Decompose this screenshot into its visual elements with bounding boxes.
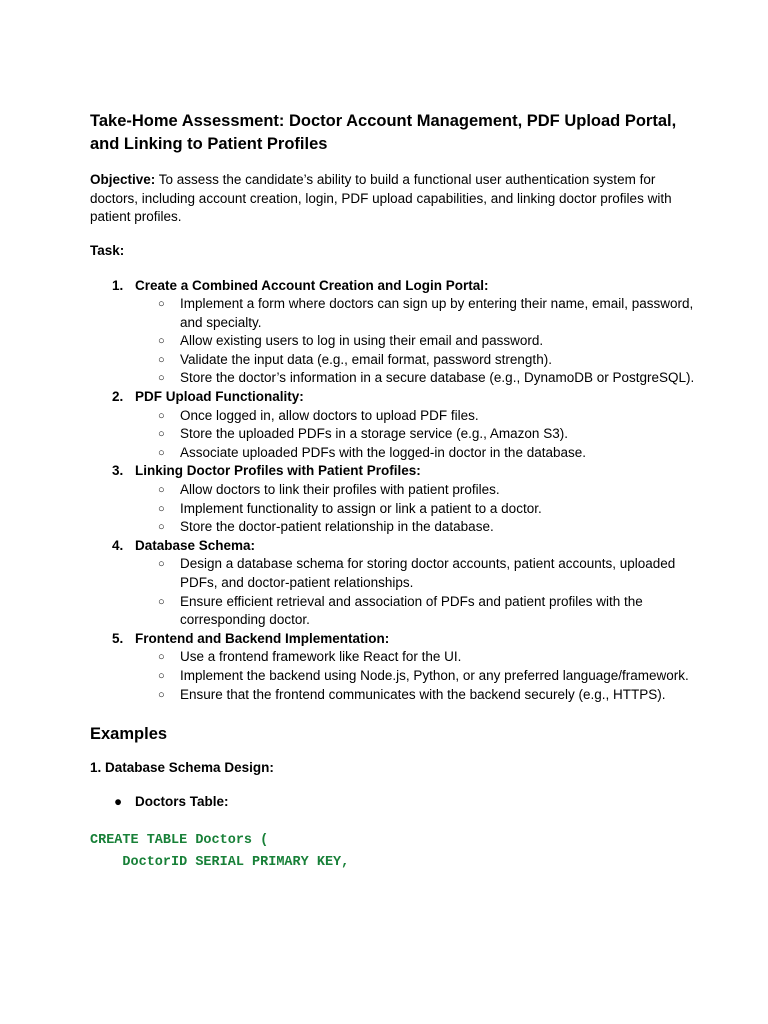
task-subitem [135,500,698,519]
task-title: Frontend and Backend Implementation: [135,630,390,646]
task-subitem-text: Ensure that the frontend communicates with the backend securely (e.g., HTTPS). [180,686,666,702]
task-subitem [135,444,698,463]
task-title: PDF Upload Functionality: [135,389,304,405]
task-item [90,462,698,536]
task-subitem-text: Once logged in, allow doctors to upload PDF files. [180,407,479,423]
task-number: 5. [112,630,124,646]
task-subitem-text: Store the uploaded PDFs in a storage service (e.g., Amazon S3). [180,426,568,442]
task-subitem-text: Validate the input data (e.g., email format, password strength). [180,351,552,367]
task-number: 2. [112,389,124,405]
task-subitem [135,369,698,388]
task-subitem-text: Store the doctor’s information in a secure database (e.g., DynamoDB or PostgreSQL). [180,370,695,386]
task-subitem [135,407,698,426]
hollow-bullet-icon: ○ [158,372,165,385]
task-subitem-text: Allow existing users to log in using their email and password. [180,333,544,349]
hollow-bullet-icon: ○ [158,353,165,366]
hollow-bullet-icon: ○ [158,521,165,534]
hollow-bullet-icon: ○ [158,428,165,441]
task-subitem-text: Allow doctors to link their profiles with patient profiles. [180,482,500,498]
task-subitem-text: Implement a form where doctors can sign up by entering their name, email, password, and specialty. [180,296,694,330]
task-subitem-text: Use a frontend framework like React for the UI. [180,649,462,665]
task-subitem [135,648,698,667]
bullet-dot-icon: ● [114,794,123,810]
task-number: 3. [112,463,124,479]
task-subitem [135,295,698,332]
hollow-bullet-icon: ○ [158,484,165,497]
task-subitem [135,351,698,370]
task-title: Linking Doctor Profiles with Patient Profiles: [135,463,421,479]
doctors-table-bullet [90,793,698,811]
hollow-bullet-icon: ○ [158,669,165,682]
task-subitem-text: Design a database schema for storing doctor accounts, patient accounts, uploaded PDFs, and doctor-patient relationships. [180,556,676,590]
task-subitem [135,686,698,705]
hollow-bullet-icon: ○ [158,595,165,608]
task-subitem [135,425,698,444]
task-label: Task: [90,242,125,258]
task-subitem [135,481,698,500]
hollow-bullet-icon: ○ [158,298,165,311]
objective-text: To assess the candidate’s ability to build a functional user authentication system for doctors, including account creation, login, PDF upload capabilities, and linking doctor profiles with patient profiles. [90,172,672,224]
task-subitem-text: Ensure efficient retrieval and association of PDFs and patient profiles with the corresponding doctor. [180,593,643,628]
hollow-bullet-icon: ○ [158,688,165,701]
hollow-bullet-icon: ○ [158,558,165,571]
task-subitem [135,332,698,351]
task-subitems [135,648,698,704]
task-subitem-text: Implement functionality to assign or link a patient to a doctor. [180,500,542,516]
task-subitem [135,518,698,537]
task-subitem-text: Implement the backend using Node.js, Python, or any preferred language/framework. [180,667,689,683]
task-title: Create a Combined Account Creation and Login Portal: [135,277,489,293]
schema-design-heading: 1. Database Schema Design: [90,760,274,776]
task-subitems [135,481,698,537]
code-line: DoctorID SERIAL PRIMARY KEY, [90,855,350,871]
objective-paragraph [90,171,698,227]
hollow-bullet-icon: ○ [158,446,165,459]
objective-label: Objective: [90,172,156,187]
task-item [90,388,698,462]
task-list [90,277,698,705]
code-line: CREATE TABLE Doctors ( [90,833,269,849]
sql-code-block [90,830,698,874]
document-title: Take-Home Assessment: Doctor Account Management, PDF Upload Portal, and Linking to Patient Profiles [90,112,677,153]
task-subitem [135,667,698,686]
task-item [90,630,698,704]
task-subitem-text: Associate uploaded PDFs with the logged-in doctor in the database. [180,444,587,460]
hollow-bullet-icon: ○ [158,335,165,348]
task-subitem [135,555,698,592]
examples-heading: Examples [90,725,168,744]
task-item [90,277,698,389]
hollow-bullet-icon: ○ [158,651,165,664]
task-subitems [135,295,698,388]
task-title: Database Schema: [135,537,256,553]
hollow-bullet-icon: ○ [158,502,165,515]
hollow-bullet-icon: ○ [158,409,165,422]
task-number: 1. [112,277,124,293]
task-subitem [135,593,698,630]
task-number: 4. [112,537,124,553]
task-item [90,537,698,630]
task-subitems [135,407,698,463]
task-subitem-text: Store the doctor-patient relationship in the database. [180,519,494,535]
doctors-table-label: Doctors Table: [135,794,229,810]
task-subitems [135,555,698,629]
